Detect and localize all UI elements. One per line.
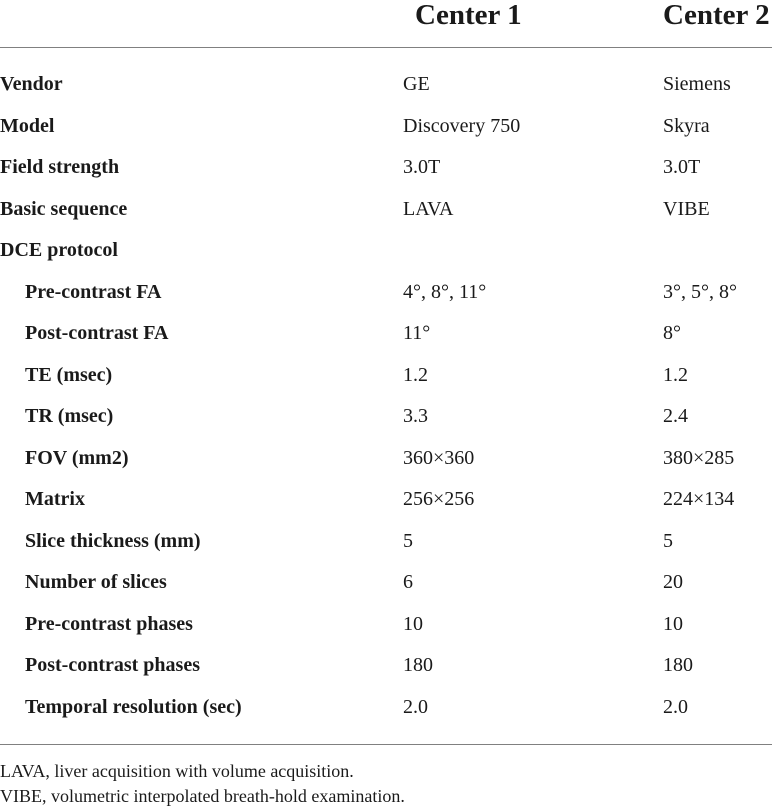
center-1-value: 256×256 <box>403 488 475 510</box>
row-label: Field strength <box>0 156 120 178</box>
row-label: Number of slices <box>25 571 167 593</box>
center-1-value: 10 <box>403 613 423 635</box>
header-divider <box>0 47 772 48</box>
center-2-value: Skyra <box>663 115 710 137</box>
center-2-value: 2.4 <box>663 405 688 427</box>
table-header <box>0 0 772 48</box>
row-label: Matrix <box>25 488 85 510</box>
table-row <box>0 687 772 728</box>
center-2-value: 8° <box>663 322 681 344</box>
row-label: TE (msec) <box>25 364 113 386</box>
table-row <box>0 230 772 271</box>
center-1-value: 5 <box>403 530 413 552</box>
table-row <box>0 355 772 396</box>
table-row <box>0 64 772 105</box>
table-row <box>0 272 772 313</box>
center-1-value: 6 <box>403 571 413 593</box>
table-row <box>0 604 772 645</box>
center-2-value: 3.0T <box>663 156 701 178</box>
table-row <box>0 645 772 686</box>
center-2-value: 5 <box>663 530 673 552</box>
center-2-value: 3°, 5°, 8° <box>663 281 737 303</box>
center-2-value: 10 <box>663 613 683 635</box>
center-2-value: Siemens <box>663 73 731 95</box>
table-row <box>0 313 772 354</box>
center-1-value: 3.0T <box>403 156 441 178</box>
row-label: Vendor <box>0 73 63 95</box>
center-2-value: 2.0 <box>663 696 688 718</box>
center-2-value: 1.2 <box>663 364 688 386</box>
row-label: Post-contrast phases <box>25 654 200 676</box>
column-header-center-1: Center 1 <box>415 0 522 31</box>
center-2-value: 20 <box>663 571 683 593</box>
row-label: TR (msec) <box>25 405 114 427</box>
center-1-value: 180 <box>403 654 433 676</box>
center-1-value: 1.2 <box>403 364 428 386</box>
row-label: Slice thickness (mm) <box>25 530 201 552</box>
center-1-value: GE <box>403 73 430 95</box>
row-label: DCE protocol <box>0 239 118 261</box>
row-label: Model <box>0 115 55 137</box>
row-label: Pre-contrast FA <box>25 281 162 303</box>
center-2-value: 380×285 <box>663 447 735 469</box>
row-label: Post-contrast FA <box>25 322 169 344</box>
center-2-value: VIBE <box>663 198 710 220</box>
table-row <box>0 479 772 520</box>
footer-divider <box>0 744 772 745</box>
footnote: LAVA, liver acquisition with volume acquisition. <box>0 761 354 781</box>
table-row <box>0 189 772 230</box>
center-1-value: 2.0 <box>403 696 428 718</box>
table-row <box>0 562 772 603</box>
center-1-value: 11° <box>403 322 431 344</box>
footnote: VIBE, volumetric interpolated breath-hold examination. <box>0 786 405 806</box>
center-1-value: 3.3 <box>403 405 428 427</box>
row-label: FOV (mm2) <box>25 447 129 469</box>
center-1-value: LAVA <box>403 198 454 220</box>
row-label: Temporal resolution (sec) <box>25 696 242 718</box>
table-row <box>0 396 772 437</box>
column-header-center-2: Center 2 <box>663 0 770 31</box>
center-1-value: 4°, 8°, 11° <box>403 281 487 303</box>
center-2-value: 180 <box>663 654 693 676</box>
table-row <box>0 106 772 147</box>
table-row <box>0 521 772 562</box>
row-label: Pre-contrast phases <box>25 613 193 635</box>
table-row <box>0 147 772 188</box>
center-1-value: 360×360 <box>403 447 475 469</box>
table-row <box>0 438 772 479</box>
row-label: Basic sequence <box>0 198 128 220</box>
center-1-value: Discovery 750 <box>403 115 521 137</box>
center-2-value: 224×134 <box>663 488 735 510</box>
